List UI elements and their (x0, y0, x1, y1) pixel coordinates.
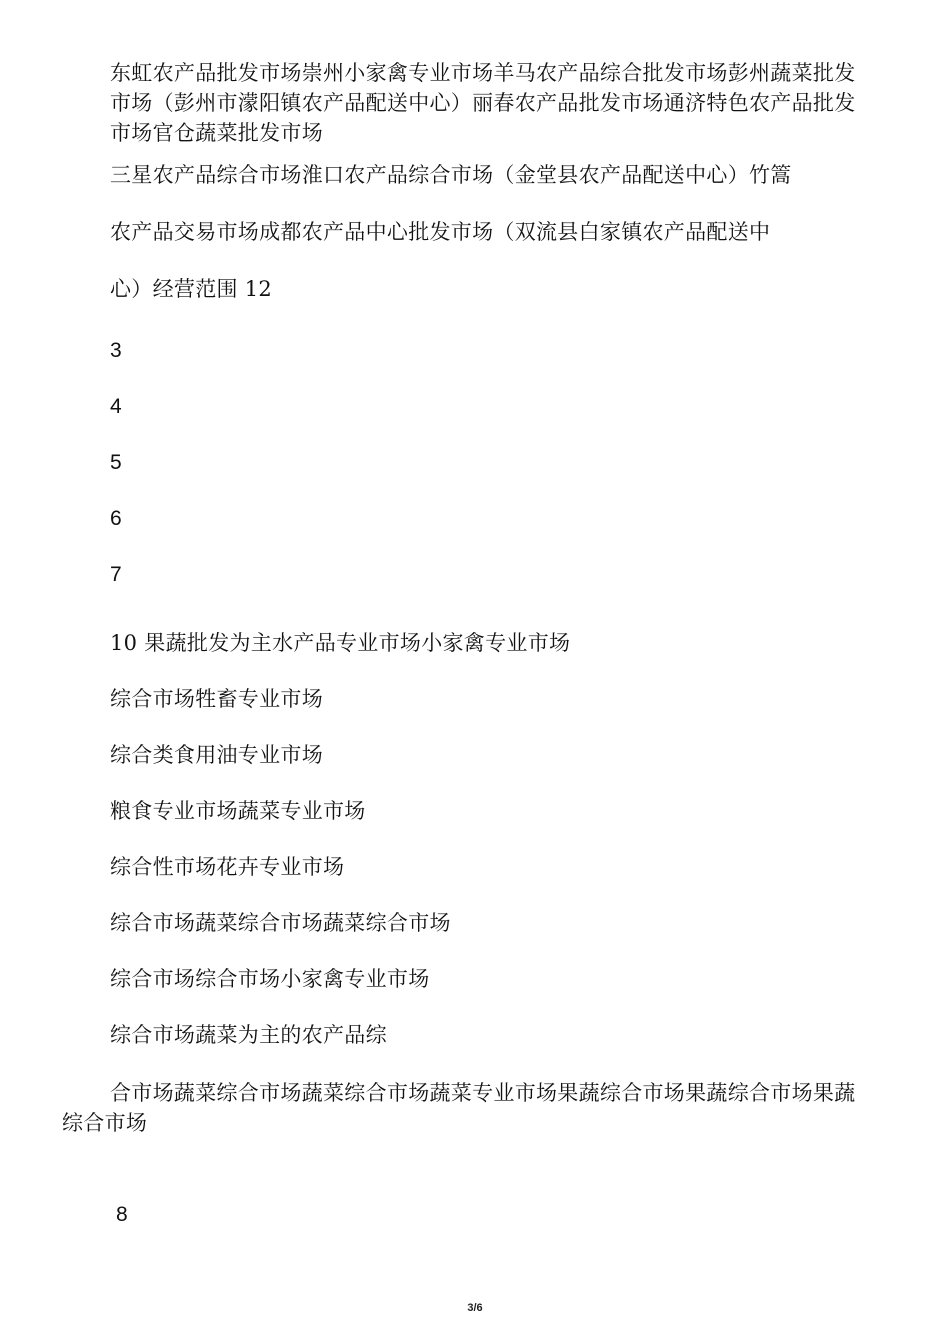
paragraph-number-8: 8 (116, 1203, 128, 1226)
paragraph-scope-line-4: 综合性市场花卉专业市场 (110, 855, 345, 879)
paragraph-scope-line-7: 综合市场蔬菜为主的农产品综 (110, 1023, 387, 1047)
page-number: 3/6 (467, 1302, 483, 1314)
paragraph-number-6: 6 (110, 507, 122, 530)
paragraph-scope-line-5: 综合市场蔬菜综合市场蔬菜综合市场 (110, 911, 451, 935)
paragraph-market-list-2: 三星农产品综合市场淮口农产品综合市场（金堂县农产品配送中心）竹篙 (110, 163, 792, 187)
paragraph-scope-10: 10 果蔬批发为主水产品专业市场小家禽专业市场 (110, 631, 571, 655)
paragraph-number-7: 7 (110, 563, 122, 586)
paragraph-business-scope: 心）经营范围 12 (110, 277, 273, 301)
paragraph-scope-line-6: 综合市场综合市场小家禽专业市场 (110, 967, 430, 991)
paragraph-scope-line-1: 综合市场牲畜专业市场 (110, 687, 323, 711)
paragraph-scope-line-3: 粮食专业市场蔬菜专业市场 (110, 799, 366, 823)
paragraph-number-3: 3 (110, 339, 122, 362)
paragraph-market-list-3: 农产品交易市场成都农产品中心批发市场（双流县白家镇农产品配送中 (110, 220, 771, 244)
paragraph-scope-continued: 合市场蔬菜综合市场蔬菜综合市场蔬菜专业市场果蔬综合市场果蔬综合市场果蔬综合市场 (62, 1081, 856, 1135)
paragraph-market-list-1: 东虹农产品批发市场崇州小家禽专业市场羊马农产品综合批发市场彭州蔬菜批发市场（彭州市濛阳镇农产品配送中心）丽春农产品批发市场通济特色农产品批发市场官仓蔬菜批发市场 (110, 61, 856, 145)
paragraph-number-5: 5 (110, 451, 122, 474)
paragraph-scope-line-2: 综合类食用油专业市场 (110, 743, 323, 767)
paragraph-number-4: 4 (110, 395, 122, 418)
